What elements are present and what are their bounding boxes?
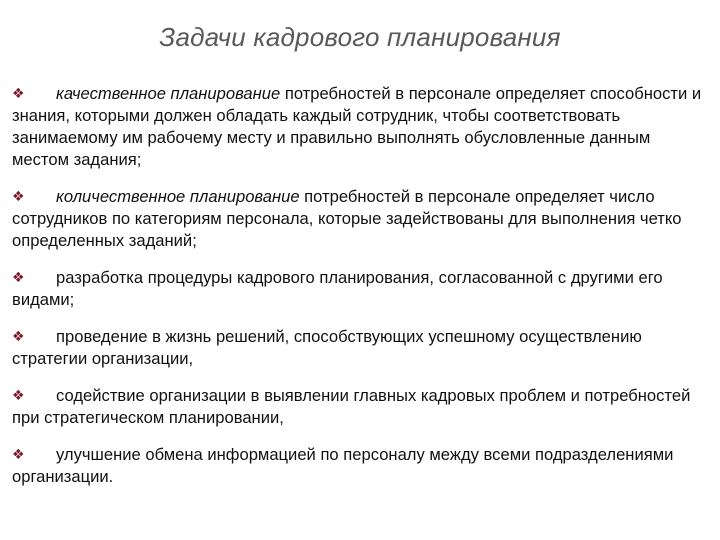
list-item [12, 185, 708, 252]
list-item [12, 384, 708, 429]
item-emphasis: количественное планирование [56, 187, 300, 206]
item-text: содействие организации в выявлении главных кадровых проблем и потребностей при стратегическом планировании, [12, 386, 691, 427]
diamond-bullet-icon: ❖ [12, 188, 25, 204]
bullet-list [12, 82, 708, 488]
item-text: разработка процедуры кадрового планирования, согласованной с другими его видами; [12, 268, 663, 309]
item-text: потребностей в персонале определяет число сотрудников по категориям персонала, которые задействованы для выполнения четко определенных заданий; [12, 187, 682, 250]
item-text: проведение в жизнь решений, способствующих успешному осуществлению стратегии организации, [12, 327, 642, 368]
list-item [12, 82, 708, 171]
diamond-bullet-icon: ❖ [12, 387, 25, 403]
item-text: улучшение обмена информацией по персоналу между всеми подразделениями организации. [12, 445, 674, 486]
item-emphasis: качественное планирование [56, 84, 281, 103]
slide-title: Задачи кадрового планирования [159, 22, 561, 52]
diamond-bullet-icon: ❖ [12, 85, 25, 101]
list-item [12, 266, 708, 311]
diamond-bullet-icon: ❖ [12, 269, 25, 285]
list-item [12, 325, 708, 370]
list-item [12, 443, 708, 488]
diamond-bullet-icon: ❖ [12, 446, 25, 462]
diamond-bullet-icon: ❖ [12, 328, 25, 344]
item-text: потребностей в персонале определяет способности и знания, которыми должен обладать каждый сотрудник, чтобы соответствовать занимаемому им рабочему месту и правильно выполнять обусловленные данным местом задания; [12, 84, 702, 169]
